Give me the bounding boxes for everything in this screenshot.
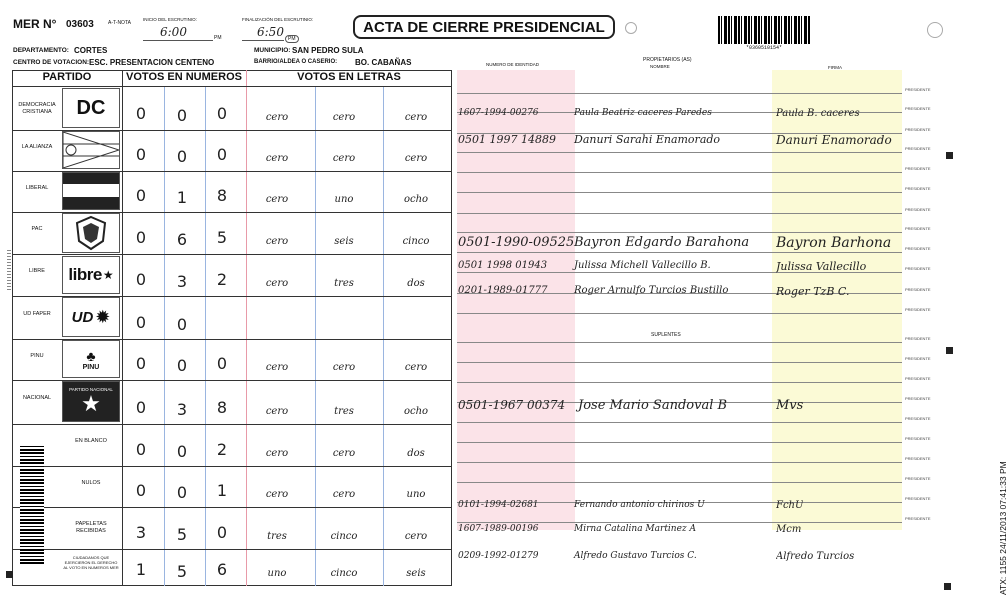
departamento-label: DEPARTAMENTO:: [13, 47, 69, 54]
vote-word: seis: [334, 236, 354, 247]
col-nombre: NOMBRE: [650, 64, 670, 69]
identity-number: 0209-1992-01279: [458, 551, 539, 561]
signature-line: [457, 313, 902, 314]
pinu-tree-icon: ♣: [86, 347, 96, 364]
member-signature: Bayron Barhona: [776, 235, 892, 251]
vote-digit: 1: [216, 481, 228, 500]
vote-digit: 0: [135, 313, 147, 332]
nacional-logo: [62, 381, 120, 422]
vote-digit: 5: [176, 562, 188, 581]
signature-line: [457, 252, 902, 253]
member-name: Alfredo Gustavo Turcios C.: [574, 551, 697, 561]
signature-line: [457, 522, 902, 523]
vote-digit: 0: [216, 523, 228, 542]
partido-header: PARTIDO: [42, 71, 92, 83]
let-sub-2: [383, 86, 384, 586]
vote-word: cero: [265, 362, 289, 373]
vote-digit: 0: [135, 398, 147, 417]
side-role-tag: PRESIDENTE: [905, 287, 931, 292]
pinu-logo-text: PINU: [82, 363, 100, 371]
ud-logo: [62, 297, 120, 337]
vote-digit: 6: [176, 230, 188, 249]
identity-number: 0501-1967 00374: [458, 398, 566, 412]
side-role-tag: PRESIDENTE: [905, 376, 931, 381]
vote-word: tres: [334, 406, 354, 417]
col-propietarios: PROPIETARIOS (AS): [643, 57, 692, 63]
signature-line: [457, 442, 902, 443]
side-role-tag: PRESIDENTE: [905, 127, 931, 132]
centro-label: CENTRO DE VOTACION:: [13, 59, 90, 66]
vote-digit: 1: [176, 188, 188, 207]
vote-word: ocho: [403, 406, 429, 417]
vote-digit: 0: [135, 270, 147, 289]
vote-digit: 0: [176, 315, 188, 334]
signature-line: [457, 382, 902, 383]
liberal-logo: [62, 172, 120, 210]
signature-line: [457, 152, 902, 153]
party-name: PAPELETAS RECIBIDAS: [75, 521, 107, 534]
side-role-tag: PRESIDENTE: [905, 146, 931, 151]
row-divider: [12, 254, 452, 255]
nacional-logo-text: PARTIDO NACIONAL: [69, 387, 113, 392]
vote-digit: 0: [176, 442, 188, 461]
dc-logo: [62, 88, 120, 128]
party-name: LA ALIANZA: [21, 143, 53, 150]
libre-star-icon: ★: [102, 268, 114, 282]
inicio-label: INICIO DEL ESCRUTINIO:: [143, 17, 197, 22]
vote-word: cero: [265, 406, 289, 417]
vote-word: cinco: [330, 531, 358, 542]
side-role-tag: PRESIDENTE: [905, 106, 931, 111]
vote-word: cero: [332, 112, 356, 123]
col-divider-2: [246, 70, 247, 586]
vote-digit: 0: [176, 483, 188, 502]
vote-word: cinco: [402, 236, 430, 247]
row-divider: [12, 549, 452, 550]
vote-digit: 3: [135, 523, 147, 542]
signature-line: [457, 192, 902, 193]
vote-digit: 0: [216, 354, 228, 373]
vote-word: dos: [407, 278, 425, 289]
member-name: Paula Beatriz caceres Paredes: [574, 108, 712, 118]
vote-digit: 0: [176, 356, 188, 375]
suplentes-label: SUPLENTES: [651, 332, 681, 338]
party-name: EN BLANCO: [75, 438, 107, 444]
corner-circle-icon: [927, 22, 943, 38]
member-name: Mirna Catalina Martinez A: [574, 524, 697, 534]
side-mark-r2: [946, 347, 953, 354]
member-signature: FchU: [776, 500, 804, 511]
vote-word: seis: [406, 568, 426, 579]
finalizo-suffix: PM: [285, 35, 299, 43]
num-sub-2: [205, 86, 206, 586]
vote-digit: 0: [135, 104, 147, 123]
vote-digit: 0: [135, 228, 147, 247]
member-signature: Mvs: [776, 398, 804, 413]
row-divider: [12, 507, 452, 508]
col-divider-1: [122, 70, 123, 586]
party-name: NACIONAL: [22, 395, 52, 401]
mer-number: 03603: [66, 19, 94, 30]
vote-digit: 2: [216, 270, 228, 289]
vote-digit: 0: [135, 354, 147, 373]
side-barcode: [20, 446, 44, 564]
mer-label: MER N°: [13, 17, 57, 31]
pac-shield-icon: [71, 215, 111, 251]
barcode: [718, 16, 810, 44]
side-role-tag: PRESIDENTE: [905, 307, 931, 312]
side-role-tag: PRESIDENTE: [905, 186, 931, 191]
vote-word: cero: [332, 362, 356, 373]
member-name: Bayron Edgardo Barahona: [574, 235, 750, 250]
vote-word: tres: [267, 531, 287, 542]
side-role-tag: PRESIDENTE: [905, 496, 931, 501]
vote-digit: 6: [216, 560, 228, 579]
col-identidad: NUMERO DE IDENTIDAD: [486, 62, 540, 67]
vote-word: dos: [407, 448, 425, 459]
form-code: A-T-NOTA: [108, 20, 131, 26]
side-role-tag: PRESIDENTE: [905, 266, 931, 271]
vote-digit: 0: [135, 145, 147, 164]
liberal-stripe-mid: [63, 184, 119, 197]
vote-word: tres: [334, 278, 354, 289]
signature-line: [457, 342, 902, 343]
identity-number: 1607-1989-00196: [458, 524, 539, 534]
finalizo-label: FINALIZACIÓN DEL ESCRUTINIO:: [242, 17, 314, 22]
centro-value: ESC. PRESENTACION CENTENO: [89, 58, 215, 67]
vote-digit: 5: [176, 525, 188, 544]
col-firma: FIRMA: [828, 65, 842, 70]
vote-word: cero: [265, 112, 289, 123]
side-small-text: [7, 250, 11, 290]
alianza-logo: [62, 131, 120, 169]
side-role-tag: PRESIDENTE: [905, 396, 931, 401]
party-name: UD FAPER: [23, 310, 51, 317]
member-signature: Mcm: [776, 524, 802, 535]
signature-line: [457, 213, 902, 214]
vote-digit: 0: [216, 104, 228, 123]
member-signature: Paula B. caceres: [776, 108, 860, 119]
dc-logo-text: DC: [76, 96, 106, 119]
municipio-label: MUNICIPIO:: [254, 47, 291, 54]
vote-word: ocho: [403, 194, 429, 205]
side-role-tag: PRESIDENTE: [905, 336, 931, 341]
member-name: Danuri Sarahi Enamorado: [574, 133, 721, 146]
side-role-tag: PRESIDENTE: [905, 207, 931, 212]
num-sub-1: [164, 86, 165, 586]
vote-digit: 0: [135, 440, 147, 459]
side-role-tag: PRESIDENTE: [905, 226, 931, 231]
corner-mark-bl: [6, 571, 13, 578]
liberal-stripe-bottom: [63, 197, 119, 209]
identity-number: 0101-1994-02681: [458, 500, 539, 510]
vote-word: cero: [332, 489, 356, 500]
signature-line: [457, 422, 902, 423]
vote-word: cero: [332, 153, 356, 164]
nacional-star-icon: ★: [81, 391, 101, 416]
member-signature: Roger TzB C.: [776, 285, 850, 298]
ud-sun-icon: ✹: [95, 306, 111, 327]
vote-word: uno: [267, 568, 287, 579]
side-role-tag: PRESIDENTE: [905, 456, 931, 461]
vote-digit: 0: [176, 106, 188, 125]
vote-word: cero: [265, 489, 289, 500]
party-name: NULOS: [81, 479, 101, 486]
party-name: LIBERAL: [25, 184, 49, 191]
inicio-value: 6:00: [160, 25, 187, 39]
signature-line: [457, 232, 902, 233]
party-name: DEMOCRACIA CRISTIANA: [18, 102, 56, 115]
vote-digit: 3: [176, 272, 188, 291]
signature-line: [457, 462, 902, 463]
vote-word: cero: [265, 448, 289, 459]
finalizo-value: 6:50: [257, 25, 284, 39]
identity-number: 1607-1994-00276: [458, 108, 539, 118]
vote-digit: 1: [135, 560, 147, 579]
ud-logo-text: UD: [71, 308, 94, 326]
alianza-flag-icon: [63, 132, 119, 168]
side-role-tag: PRESIDENTE: [905, 356, 931, 361]
vote-word: cero: [404, 362, 428, 373]
identity-number: 0201-1989-01777: [458, 285, 548, 296]
vote-word: cero: [265, 278, 289, 289]
party-name: CIUDADANOS QUE EJERCIERON EL DERECHO AL VOTO EN NUMEROS MER: [63, 555, 119, 570]
member-signature: Julissa Vallecillo: [776, 260, 867, 273]
inicio-suffix: PM: [214, 35, 222, 41]
member-name: Julissa Michell Vallecillo B.: [574, 260, 711, 271]
member-name: Roger Arnulfo Turcios Bustillo: [574, 285, 729, 296]
vote-word: cero: [404, 531, 428, 542]
side-role-tag: PRESIDENTE: [905, 516, 931, 521]
vote-digit: 0: [176, 147, 188, 166]
inicio-underline: [143, 40, 213, 41]
vote-digit: 2: [216, 440, 228, 459]
vote-word: cero: [332, 448, 356, 459]
side-mark-r1: [946, 152, 953, 159]
letras-header: VOTOS EN LETRAS: [297, 71, 401, 83]
signature-line: [457, 93, 902, 94]
liberal-stripe-top: [63, 173, 119, 184]
vote-word: cinco: [330, 568, 358, 579]
pinu-logo: [62, 340, 120, 378]
member-name: Fernando antonio chirinos U: [574, 500, 705, 510]
side-role-tag: PRESIDENTE: [905, 166, 931, 171]
vote-digit: 0: [216, 145, 228, 164]
finalizo-underline: [242, 40, 284, 41]
barcode-text: *0360510154*: [745, 45, 782, 51]
side-role-tag: PRESIDENTE: [905, 476, 931, 481]
vote-word: cero: [404, 153, 428, 164]
header-underline: [12, 86, 452, 87]
vote-digit: 8: [216, 186, 228, 205]
footer-stamp: ATX: 1155 24/11/2013 07:41:33 PM: [998, 461, 1008, 595]
departamento-value: CORTES: [74, 46, 108, 55]
side-role-tag: PRESIDENTE: [905, 87, 931, 92]
vote-digit: 0: [135, 186, 147, 205]
vote-word: cero: [404, 112, 428, 123]
pac-logo: [62, 213, 120, 253]
libre-logo-text: libre: [68, 265, 102, 284]
municipio-value: SAN PEDRO SULA: [292, 46, 364, 55]
party-name: PINU: [30, 352, 44, 359]
signature-line: [457, 172, 902, 173]
vote-word: uno: [406, 489, 426, 500]
side-role-tag: PRESIDENTE: [905, 436, 931, 441]
title-circle-icon: [625, 22, 637, 34]
identity-number: 0501 1997 14889: [458, 133, 556, 146]
identity-number: 0501-1990-09525: [458, 235, 575, 250]
vote-digit: 8: [216, 398, 228, 417]
row-divider: [12, 424, 452, 425]
barrio-value: BO. CABAÑAS: [355, 58, 412, 67]
side-role-tag: PRESIDENTE: [905, 246, 931, 251]
vote-word: cero: [265, 153, 289, 164]
signature-line: [457, 362, 902, 363]
member-name: Jose Mario Sandoval B: [578, 398, 728, 413]
libre-logo: [62, 256, 120, 294]
vote-word: uno: [334, 194, 354, 205]
side-role-tag: PRESIDENTE: [905, 416, 931, 421]
barrio-label: BARRIO/ALDEA O CASERIO:: [254, 59, 338, 65]
member-signature: Alfredo Turcios: [776, 551, 855, 562]
party-name: PAC: [31, 226, 43, 232]
vote-word: cero: [265, 194, 289, 205]
numeros-header: VOTOS EN NUMEROS: [126, 71, 242, 83]
signature-line: [457, 482, 902, 483]
member-signature: Danuri Enamorado: [776, 133, 892, 147]
vote-digit: 3: [176, 400, 188, 419]
vote-digit: 5: [216, 228, 228, 247]
document-title: ACTA DE CIERRE PRESIDENCIAL: [353, 15, 615, 39]
vote-digit: 0: [135, 481, 147, 500]
corner-mark-br: [944, 583, 951, 590]
identity-number: 0501 1998 01943: [458, 260, 548, 271]
party-name: LIBRE: [29, 268, 45, 274]
row-divider: [12, 466, 452, 467]
vote-word: cero: [265, 236, 289, 247]
